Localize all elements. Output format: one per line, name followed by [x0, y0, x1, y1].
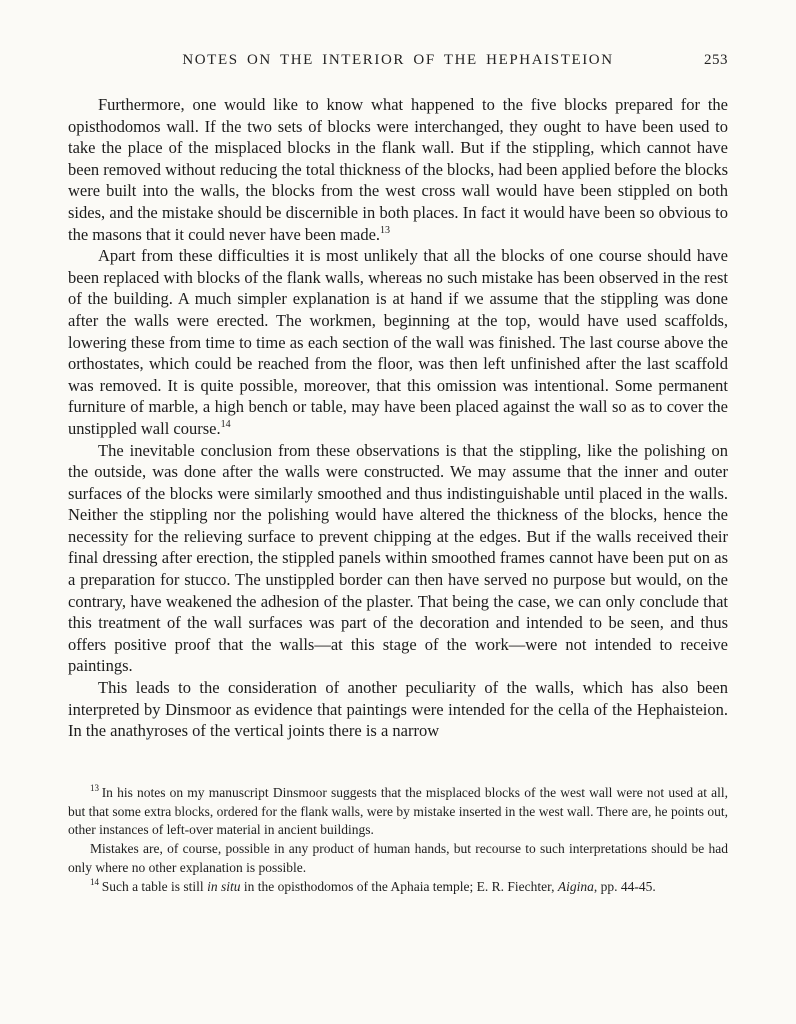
footnote-14-text: Such a table is still in situ in the opisthodomos of the Aphaia temple; E. R. Fiechter, Aigina, pp. 44-45.: [101, 878, 656, 894]
page-number: 253: [704, 52, 728, 68]
paragraph-3: [68, 440, 728, 678]
paragraph-1: [68, 94, 728, 245]
footnotes-section: [68, 784, 728, 897]
footnote-13-part-2: [68, 840, 728, 878]
footnote-13-marker: 13: [90, 783, 99, 794]
footnote-ref-13: 13: [380, 225, 391, 237]
paragraph-2-text: Apart from these difficulties it is most unlikely that all the blocks of one course should have been replaced with blocks of the flank walls, whereas no such mistake has been observed in the rest of the building. A much simpler explanation is at hand if we assume that the stippling was done after the walls were erected. The workmen, beginning at the top, would have used scaffolds, lowering these from time to time as each section of the wall was finished. The last course above the orthostates, which could be reached from the floor, was then left unfinished after the last scaffold was removed. It is quite possible, moreover, that this omission was intentional. Some permanent furniture of marble, a high bench or table, may have been placed against the wall so as to cover the unstippled wall course.: [68, 246, 728, 438]
footnote-13-text: In his notes on my manuscript Dinsmoor suggests that the misplaced blocks of the west wall were not used at all, but that some extra blocks, ordered for the flank walls, were by mistake inserted in the west wall. There are, he points out, other instances of left-over material in ancient buildings.: [68, 784, 728, 838]
footnote-13-part-2-text: Mistakes are, of course, possible in any product of human hands, but recourse to such interpretations should be had only where no other explanation is possible.: [68, 841, 728, 875]
paragraph-2: [68, 245, 728, 439]
paragraph-4: [68, 677, 728, 742]
page-header: [68, 52, 728, 74]
paragraph-1-text: Furthermore, one would like to know what happened to the five blocks prepared for the opisthodomos wall. If the two sets of blocks were interchanged, they ought to have been used to take the place of the misplaced blocks in the flank wall. But if the stippling, which cannot have been removed without reducing the total thickness of the blocks, had been applied before the blocks were built into the walls, the blocks from the west cross wall would have been stippled on both sides, and the mistake should be discernible in both places. In fact it would have been so obvious to the masons that it could never have been made.: [68, 95, 728, 244]
footnote-14-marker: 14: [90, 877, 99, 888]
running-title: NOTES ON THE INTERIOR OF THE HEPHAISTEION: [182, 52, 614, 68]
footnote-13-part-1: [68, 784, 728, 840]
paragraph-4-text: This leads to the consideration of another peculiarity of the walls, which has also been interpreted by Dinsmoor as evidence that paintings were intended for the cella of the Hephaisteion. In the anathyroses of the vertical joints there is a narrow: [68, 678, 728, 741]
body-text: [68, 94, 728, 742]
paragraph-3-text: The inevitable conclusion from these observations is that the stippling, like the polishing on the outside, was done after the walls were constructed. We may assume that the inner and outer surfaces of the blocks were similarly smoothed and thus indistinguishable until placed in the walls. Neither the stippling nor the polishing would have altered the thickness of the blocks, hence the necessity for the relieving surface to prevent chipping at the edges. But if the walls received their final dressing after erection, the stippled panels within smoothed frames cannot have been put on as a preparation for stucco. The unstippled border can then have served no purpose but would, on the contrary, have weakened the adhesion of the plaster. That being the case, we can only conclude that this treatment of the wall surfaces was part of the decoration and intended to be seen, and thus offers positive proof that the walls—at this stage of the work—were not intended to receive paintings.: [68, 440, 728, 676]
footnote-ref-14: 14: [220, 419, 231, 431]
footnote-14: [68, 878, 728, 897]
